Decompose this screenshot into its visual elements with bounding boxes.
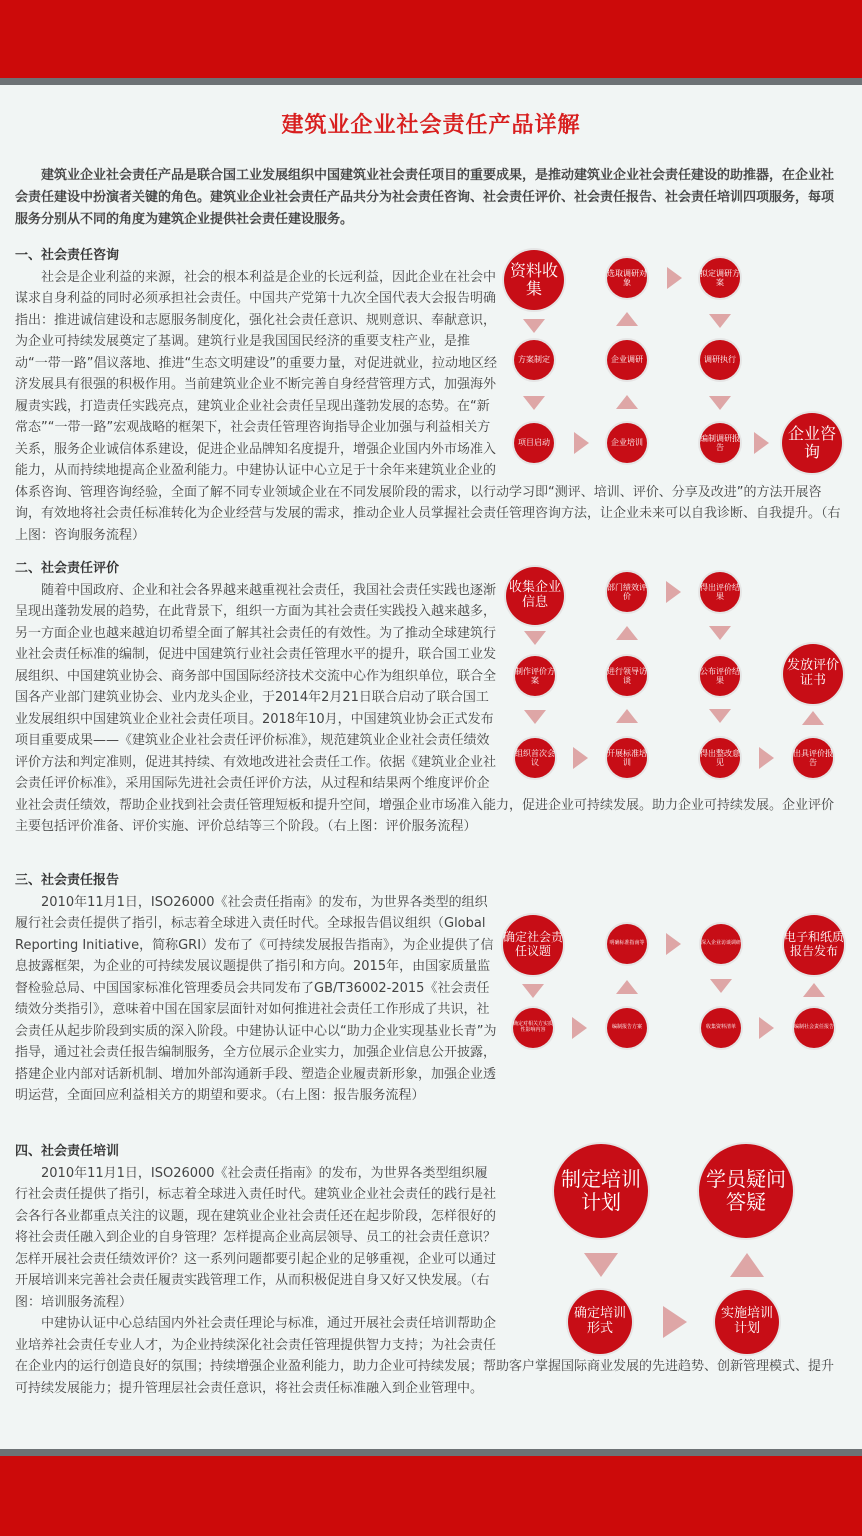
flow-node: 电子和纸质报告发布: [784, 915, 844, 975]
arrow-right-icon: [759, 747, 774, 769]
section-heading: 四、社会责任培训: [15, 1144, 120, 1159]
arrow-down-icon: [524, 631, 546, 645]
flow-node: 项目启动: [514, 423, 554, 463]
section-paragraph: 中建协认证中心总结国内外社会责任理论与标准，通过开展社会责任培训帮助企业培养社会责任专业人才，为企业持续深化社会责任管理提供智力支持；为社会责任在企业内的运行创造良好的氛围；持续增强企业盈利能力，助力企业可持续发展；帮助客户掌握国际商业发展的先进趋势、创新管理模式、提升可持续发展能力；提升管理层社会责任意识，将社会责任标准融入到企业管理中。: [15, 1316, 835, 1396]
section-heading: 三、社会责任报告: [15, 873, 120, 888]
arrow-down-icon: [710, 979, 732, 993]
arrow-down-icon: [523, 396, 545, 410]
flow-node: 编制报告方案: [607, 1008, 647, 1048]
arrow-down-icon: [522, 984, 544, 998]
flow-node: 企业咨询: [782, 413, 842, 473]
arrow-right-icon: [574, 432, 589, 454]
flow-node: 深入企业访谈调研: [701, 924, 741, 964]
flow-node: 制定培训计划: [554, 1144, 648, 1238]
arrow-up-icon: [616, 395, 638, 409]
flow-node: 部门绩效评价: [607, 572, 647, 612]
arrow-down-icon: [709, 626, 731, 640]
bottom-banner: [0, 1456, 862, 1536]
flow-node: 确定社会责任议题: [503, 915, 563, 975]
evaluation-flow-diagram: [500, 565, 850, 785]
flow-node: 出具评价报告: [793, 738, 833, 778]
top-banner-edge: [0, 78, 862, 85]
arrow-right-icon: [759, 1017, 774, 1039]
flow-node: 方案制定: [514, 340, 554, 380]
bottom-banner-edge: [0, 1449, 862, 1456]
arrow-down-icon: [523, 319, 545, 333]
arrow-right-icon: [666, 581, 681, 603]
arrow-up-icon: [616, 626, 638, 640]
flow-node: 拟定调研方案: [700, 258, 740, 298]
page-title: 建筑业企业社会责任产品详解: [281, 113, 581, 138]
section-paragraph: 社会是企业利益的来源，社会的根本利益是企业的长远利益，因此企业在社会中谋求自身利益的同时必须承担社会责任。中国共产党第十九次全国代表大会报告明确指出：推进诚信建设和志愿服务制度化，强化社会责任意识、规则意识、奉献意识，为企业可持续发展奠定了基调。建筑行业是我国国民经济的重要支柱产业，是推动“一带一路”倡议落地、推进“生态文明建设”的重要力量，对促进就业，拉动地区经济发展具有很强的积极作用。当前建筑业企业不断完善自身经营管理方式，加强海外履责实践，打造责任实践亮点，建筑业企业社会责任呈现出蓬勃发展的态势。在“新常态”“一带一路”宏观战略的框架下，社会责任管理咨询指导企业加强与利益相关方关系，服务企业诚信体系建设，促进企业品牌知名度提升，增强企业国内外市场准入能力，从而持续地提高企业盈利能力。中建协认证中心立足于十余年来建筑业企业的体系咨询、管理咨询经验，全面了解不同专业领域企业在不同发展阶段的需求，以行动学习即“测评、培训、评价、分享及改进”的方法开展咨询，有效地将社会责任标准转化为企业经营与发展的需求，推动企业人员掌握社会责任管理咨询方法，让企业未来可以自我诊断、自我提升。（右上图：咨询服务流程）: [15, 269, 841, 543]
flow-node: 开展标准培训: [607, 738, 647, 778]
top-banner: [0, 0, 862, 78]
consulting-flow-diagram: [500, 245, 850, 480]
arrow-right-icon: [667, 267, 682, 289]
flow-node: 实施培训计划: [715, 1290, 779, 1354]
flow-node: 资料收集: [504, 250, 564, 310]
intro-paragraph: 建筑业企业社会责任产品是联合国工业发展组织中国建筑业社会责任项目的重要成果，是推动建筑业企业社会责任建设的助推器，在企业社会责任建设中扮演者关键的角色。建筑业企业社会责任产品共分为社会责任咨询、社会责任评价、社会责任报告、社会责任培训四项服务，每项服务分别从不同的角度为建筑企业提供社会责任建设服务。: [15, 168, 835, 227]
arrow-up-icon: [616, 709, 638, 723]
flow-node: 确定培训形式: [568, 1290, 632, 1354]
section-paragraph: 2010年11月1日，ISO26000《社会责任指南》的发布，为世界各类型组织履行社会责任提供了指引，标志着全球进入责任时代。建筑业企业社会责任的践行是社会各行各业都重点关注的议题，现在建筑业企业社会责任还在起步阶段，怎样很好的将社会责任融入到企业的自身管理？怎样提高企业高层领导、员工的社会责任意识？怎样开展社会责任绩效评价？这一系列问题都要引起企业的足够重视，企业可以通过开展培训来完善社会责任履责实践管理工作，从而积极促进自身又好又快发展。（右图：培训服务流程）: [15, 1165, 497, 1310]
flow-node: 收集资料清单: [701, 1008, 741, 1048]
arrow-up-icon: [803, 983, 825, 997]
arrow-down-icon: [709, 314, 731, 328]
arrow-up-icon: [802, 711, 824, 725]
arrow-down-icon: [524, 710, 546, 724]
section-paragraph: 随着中国政府、企业和社会各界越来越重视社会责任，我国社会责任实践也逐渐呈现出蓬勃发展的趋势，在此背景下，组织一方面为其社会责任实践投入越来越多，另一方面企业也越来越迫切希望全面了解其社会责任的有效性。为了推动全球建筑行业社会责任标准的编制，促进中国建筑行业社会责任管理水平的提升，联合国工业发展组织、中国建筑业协会、商务部中国国际经济技术交流中心作为组织单位，联合全国各产业部门建筑业协会、业内龙头企业，于2014年2月21日联合启动了联合国工业发展组织中国建筑业企业社会责任项目。2018年10月，中国建筑业协会正式发布项目重要成果——《建筑业企业社会责任评价标准》，规范建筑业企业社会责任绩效评价方法和判定准则，促进其持续、有效地改进社会责任工作。依据《建筑业企业社会责任评价标准》，采用国际先进社会责任评价方法，从过程和结果两个维度评价企业社会责任绩效，帮助企业找到社会责任管理短板和提升空间，增强企业市场准入能力，促进企业可持续发展。助力企业可持续发展。企业评价主要包括评价准备、评价实施、评价总结等三个阶段。（右上图：评价服务流程）: [15, 582, 835, 834]
arrow-up-icon: [616, 980, 638, 994]
flow-node: 企业调研: [607, 340, 647, 380]
flow-node: 调研执行: [700, 340, 740, 380]
arrow-down-icon: [709, 396, 731, 410]
training-flow-diagram: [540, 1140, 840, 1358]
arrow-up-icon: [616, 312, 638, 326]
report-flow-diagram: [500, 912, 850, 1057]
arrow-right-icon: [573, 747, 588, 769]
flow-node: 收集企业信息: [506, 567, 564, 625]
arrow-right-icon: [754, 432, 769, 454]
arrow-down-icon: [584, 1253, 618, 1277]
arrow-right-icon: [572, 1017, 587, 1039]
flow-node: 得出评价结果: [700, 572, 740, 612]
flow-node: 学员疑问答疑: [699, 1144, 793, 1238]
section-paragraph: 2010年11月1日，ISO26000《社会责任指南》的发布，为世界各类型的组织履行社会责任提供了指引，标志着全球进入责任时代。全球报告倡议组织（Global Reporting Initiative，简称GRI）发布了《可持续发展报告指南》，为企业提供了信息披露框架，为企业的可持续发展议题提供了指引和方向。2015年，由国家质量监督检验总局、中国国家标准化管理委员会共同发布了GB/T36002-2015《社会责任绩效分类指引》，意味着中国在国家层面针对如何推进社会责任工作形成了共识，社会责任从起步阶段到实质的深入阶段。中建协认证中心以“助力企业实现基业长青”为指导，通过社会责任报告编制服务，全方位展示企业实力，加强企业信息公开披露，搭建企业内部对话新机制、增加外部沟通新手段、塑造企业履责新形象，加强企业透明运营，全面回应利益相关方的期望和要求。（右上图：报告服务流程）: [15, 894, 497, 1103]
flow-node: 编制社会责任报告: [794, 1008, 834, 1048]
flow-node: 确定对相关方实质性影响内容: [513, 1008, 553, 1048]
flow-node: 得出整改意见: [700, 738, 740, 778]
arrow-right-icon: [666, 933, 681, 955]
flow-node: 制作评价方案: [515, 656, 555, 696]
flow-node: 选取调研对象: [607, 258, 647, 298]
flow-node: 编制调研报告: [700, 423, 740, 463]
flow-node: 企业培训: [607, 423, 647, 463]
flow-node: 进行领导访谈: [607, 656, 647, 696]
flow-node: 明确标准指南等: [607, 924, 647, 964]
flow-node: 发放评价证书: [783, 644, 843, 704]
arrow-up-icon: [730, 1253, 764, 1277]
arrow-down-icon: [709, 709, 731, 723]
section-heading: 一、社会责任咨询: [15, 248, 120, 263]
flow-node: 公布评价结果: [700, 656, 740, 696]
section-heading: 二、社会责任评价: [15, 561, 120, 576]
arrow-right-icon: [663, 1306, 687, 1338]
flow-node: 组织首次会议: [515, 738, 555, 778]
